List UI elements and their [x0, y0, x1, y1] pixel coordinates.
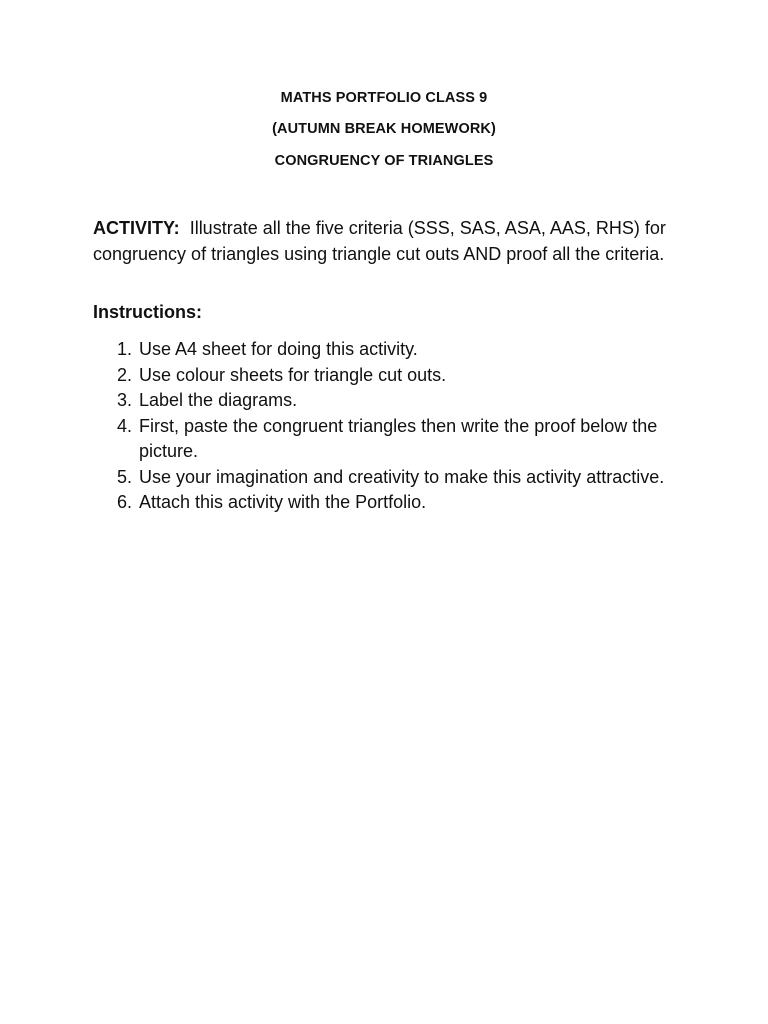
list-item	[93, 388, 678, 414]
document-title: MATHS PORTFOLIO CLASS 9	[280, 90, 488, 106]
list-item	[93, 414, 678, 465]
document-subtitle: (AUTUMN BREAK HOMEWORK)	[272, 121, 496, 137]
list-item-text: First, paste the congruent triangles then write the proof below the picture.	[139, 415, 658, 461]
list-item-text: Label the diagrams.	[139, 390, 298, 410]
list-item-text: Attach this activity with the Portfolio.	[139, 492, 427, 512]
list-item-text: Use your imagination and creativity to make this activity attractive.	[139, 466, 665, 487]
list-item	[93, 490, 678, 516]
list-item	[93, 465, 678, 491]
list-item-number: 4.	[117, 415, 133, 436]
document-topic: CONGRUENCY OF TRIANGLES	[274, 153, 494, 169]
list-item-number: 1.	[117, 339, 133, 359]
list-item	[93, 337, 678, 363]
list-item-number: 5.	[117, 466, 133, 487]
activity-paragraph	[93, 215, 678, 267]
activity-label: ACTIVITY:	[93, 218, 180, 238]
instruction-list	[93, 337, 678, 516]
list-item	[93, 363, 678, 389]
list-item-text: Use A4 sheet for doing this activity.	[139, 339, 418, 359]
list-item-number: 2.	[117, 364, 133, 385]
list-item-text: Use colour sheets for triangle cut outs.	[139, 364, 447, 385]
instructions-heading: Instructions:	[93, 302, 203, 322]
list-item-number: 6.	[117, 492, 133, 512]
list-item-number: 3.	[117, 390, 133, 410]
activity-text: Illustrate all the five criteria (SSS, SAS, ASA, AAS, RHS) for congruency of triangles using triangle cut outs AND proof all the criteria.	[93, 218, 666, 264]
